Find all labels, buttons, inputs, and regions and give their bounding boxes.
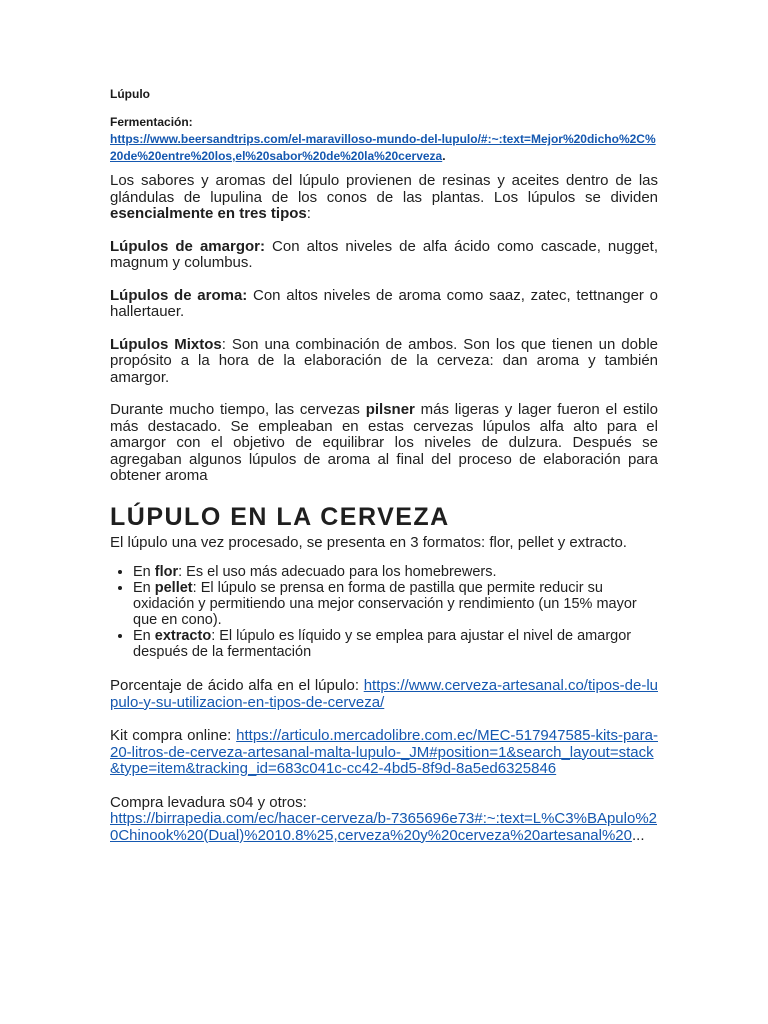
fermentation-link[interactable]: https://www.beersandtrips.com/el-maravilloso-mundo-del-lupulo/#:~:text=Mejor%20dicho%2C%20de%20entre%20los,el%20sabor%20de%20la%20cerveza	[110, 132, 656, 163]
levadura-link[interactable]: https://birrapedia.com/ec/hacer-cerveza/b-7365696e73#:~:text=L%C3%BApulo%20Chinook%20(Dual)%2010.8%25,cerveza%20y%20cerveza%20artesanal%20	[110, 810, 657, 844]
durante-bold: pilsner	[365, 401, 415, 418]
amargor-paragraph	[110, 239, 658, 272]
mixtos-label: Lúpulos Mixtos	[110, 335, 222, 353]
mixtos-text: : Son una combinación de ambos. Son los que tienen un doble propósito a la hora de la elaboración de la cerveza: dan aroma y también amargor.	[110, 335, 658, 386]
aroma-label: Lúpulos de aroma:	[110, 286, 248, 304]
amargor-text: Con altos niveles de alfa ácido como cascade, nugget, magnum y columbus.	[110, 237, 658, 271]
mixtos-paragraph	[110, 337, 658, 387]
list-item	[133, 564, 658, 580]
aroma-paragraph	[110, 288, 658, 321]
levadura-label: Compra levadura s04 y otros:	[110, 793, 307, 811]
bullet-text: : El lúpulo se prensa en forma de pastilla que permite reducir su oxidación y permitiendo una mejor conservación y rendimiento (un 15% mayor que en cono).	[133, 580, 637, 628]
bullet-text: : Es el uso más adecuado para los homebrewers.	[178, 564, 497, 580]
fermentation-label: Fermentación:	[110, 115, 193, 129]
intro-text-1: Los sabores y aromas del lúpulo provienen de resinas y aceites dentro de las glándulas de lupulina de los conos de las plantas. Los lúpulos se dividen	[110, 172, 658, 206]
intro-paragraph	[110, 173, 658, 223]
list-item	[133, 628, 658, 660]
kit-paragraph	[110, 728, 658, 778]
bullet-pre: En	[133, 580, 155, 596]
porcentaje-label: Porcentaje de ácido alfa en el lúpulo:	[110, 677, 364, 694]
formats-list	[110, 564, 658, 660]
bullet-bold: flor	[154, 564, 179, 580]
intro-text-2: :	[306, 205, 311, 222]
document-page	[110, 86, 658, 844]
list-item	[133, 580, 658, 628]
levadura-ellipsis: ...	[631, 826, 645, 844]
intro-bold: esencialmente en tres tipos	[110, 205, 307, 222]
durante-text-1: Durante mucho tiempo, las cervezas	[110, 401, 366, 418]
bullet-text: : El lúpulo es líquido y se emplea para ajustar el nivel de amargor después de la fermentación	[133, 628, 632, 660]
kit-link[interactable]: https://articulo.mercadolibre.com.ec/MEC-517947585-kits-para-20-litros-de-cerveza-artesanal-malta-lupulo-_JM#position=1&search_layout=stack&type=item&tracking_id=683c041c-cc42-4bd5-8f9d-8a5ed6325846	[110, 727, 658, 777]
doc-title: Lúpulo	[110, 87, 150, 101]
kit-label: Kit compra online:	[110, 727, 237, 744]
porcentaje-paragraph	[110, 678, 658, 711]
section-heading: LÚPULO EN LA CERVEZA	[110, 502, 450, 531]
bullet-bold: extracto	[154, 628, 212, 644]
durante-paragraph	[110, 402, 658, 485]
aroma-text: Con altos niveles de aroma como saaz, zatec, tettnanger o hallertauer.	[110, 286, 658, 320]
bullet-pre: En	[133, 564, 155, 580]
bullet-pre: En	[133, 628, 155, 644]
amargor-label: Lúpulos de amargor:	[110, 237, 265, 255]
fermentation-dot: .	[442, 149, 446, 163]
durante-text-2: más ligeras y lager fueron el estilo más destacado. Se empleaban en estas cervezas lúpulos alfa alto para el amargor con el objetivo de equilibrar los niveles de dulzura. Después se agregaban algunos lúpulos de aroma al final del proceso de elaboración para obtener aroma	[110, 401, 658, 484]
bullet-bold: pellet	[154, 580, 193, 596]
levadura-paragraph	[110, 795, 658, 845]
formats-intro: El lúpulo una vez procesado, se presenta en 3 formatos: flor, pellet y extracto.	[110, 533, 627, 551]
porcentaje-link[interactable]: https://www.cerveza-artesanal.co/tipos-de-lupulo-y-su-utilizacion-en-tipos-de-cerveza/	[110, 677, 658, 711]
